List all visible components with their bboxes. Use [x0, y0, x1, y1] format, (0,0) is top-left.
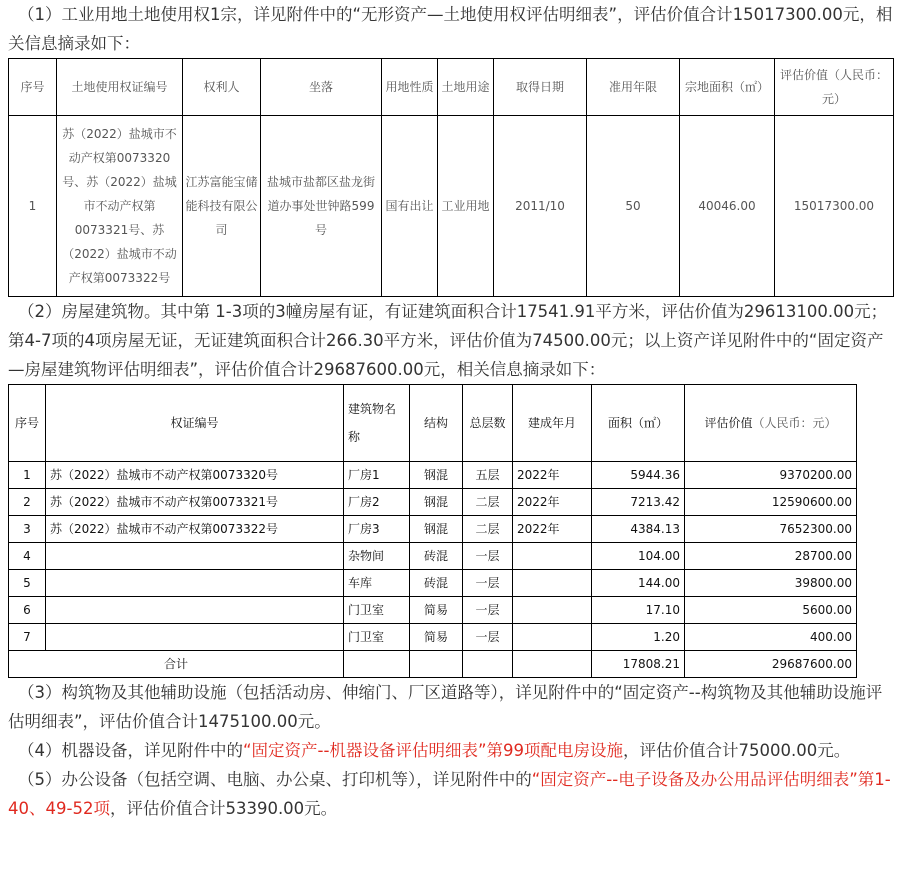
cell-name: 车库	[344, 570, 410, 597]
table-row	[9, 489, 857, 516]
cell-area: 1.20	[592, 624, 685, 651]
cell-area: 40046.00	[680, 116, 775, 297]
cell-structure: 简易	[410, 624, 463, 651]
header-cell: 结构	[410, 385, 463, 462]
table-row	[9, 597, 857, 624]
cell-name: 门卫室	[344, 597, 410, 624]
cell-no: 3	[9, 516, 46, 543]
cell-name: 厂房3	[344, 516, 410, 543]
cell-area: 4384.13	[592, 516, 685, 543]
cell-area: 104.00	[592, 543, 685, 570]
cell-year	[513, 543, 592, 570]
cell-cert	[46, 543, 344, 570]
empty-cell	[410, 651, 463, 678]
cell-year	[513, 570, 592, 597]
header-cell: 土地用途	[438, 59, 494, 116]
cell-value: 12590600.00	[685, 489, 857, 516]
cell-value: 15017300.00	[775, 116, 894, 297]
header-cell: 评估价值（人民币：元）	[775, 59, 894, 116]
cell-owner: 江苏富能宝储能科技有限公司	[183, 116, 261, 297]
cell-floors: 一层	[463, 543, 513, 570]
paragraph-office	[0, 765, 903, 823]
cell-nature: 国有出让	[382, 116, 438, 297]
cell-structure: 钢混	[410, 489, 463, 516]
table-body	[9, 462, 857, 651]
cell-cert: 苏（2022）盐城市不动产权第0073320号、苏（2022）盐城市不动产权第0073321号、苏（2022）盐城市不动产权第0073322号	[57, 116, 183, 297]
paragraph-land: （1）工业用地土地使用权1宗，详见附件中的“无形资产—土地使用权评估明细表”，评估价值合计15017300.00元，相关信息摘录如下：	[8, 5, 893, 53]
table-row	[9, 543, 857, 570]
text-post: ，评估价值合计53390.00元。	[109, 799, 338, 818]
cell-year: 2022年	[513, 516, 592, 543]
paragraph-buildings: （2）房屋建筑物。其中第 1-3项的3幢房屋有证，有证建筑面积合计17541.91平方米，评估价值为29613100.00元；第4-7项的4项房屋无证，无证建筑面积合计266.30平方米，评估价值为74500.00元；以上资产详见附件中的“固定资产—房屋建筑物评估明细表”，评估价值合计29687600.00元，相关信息摘录如下：	[8, 302, 888, 379]
cell-years: 50	[587, 116, 680, 297]
cell-date: 2011/10	[494, 116, 587, 297]
table-row	[9, 516, 857, 543]
header-cell: 权证编号	[46, 385, 344, 462]
cell-structure: 钢混	[410, 462, 463, 489]
cell-area: 144.00	[592, 570, 685, 597]
header-cell: 取得日期	[494, 59, 587, 116]
table-header-row	[9, 385, 857, 462]
table-row	[9, 570, 857, 597]
cell-cert	[46, 624, 344, 651]
cell-year	[513, 597, 592, 624]
buildings-table	[8, 384, 857, 678]
table-row	[9, 462, 857, 489]
total-row	[9, 651, 857, 678]
cell-floors: 一层	[463, 597, 513, 624]
header-cell	[685, 385, 857, 462]
empty-cell	[463, 651, 513, 678]
cell-no: 7	[9, 624, 46, 651]
header-cell: 权利人	[183, 59, 261, 116]
cell-value: 5600.00	[685, 597, 857, 624]
cell-value: 9370200.00	[685, 462, 857, 489]
cell-structure: 钢混	[410, 516, 463, 543]
total-label: 合计	[9, 651, 344, 678]
total-value: 29687600.00	[685, 651, 857, 678]
text-highlight: “固定资产--电子设备及办公用品评估明细表”第1-40、49-52项	[8, 770, 891, 818]
cell-value: 28700.00	[685, 543, 857, 570]
cell-no: 1	[9, 116, 57, 297]
cell-value: 400.00	[685, 624, 857, 651]
header-cell: 宗地面积（㎡）	[680, 59, 775, 116]
value-unit: （人民币：元）	[752, 416, 837, 430]
cell-floors: 二层	[463, 516, 513, 543]
cell-area: 5944.36	[592, 462, 685, 489]
header-cell: 总层数	[463, 385, 513, 462]
header-cell: 建筑物名称	[344, 385, 410, 462]
paragraph-machinery	[0, 736, 903, 765]
header-cell: 坐落	[261, 59, 382, 116]
header-cell: 用地性质	[382, 59, 438, 116]
text-pre: （4）机器设备，详见附件中的	[18, 741, 243, 760]
cell-name: 厂房2	[344, 489, 410, 516]
cell-floors: 五层	[463, 462, 513, 489]
cell-no: 1	[9, 462, 46, 489]
text-pre: （5）办公设备（包括空调、电脑、办公桌、打印机等），详见附件中的	[18, 770, 532, 789]
value-header: 评估价值	[704, 416, 753, 430]
cell-value: 39800.00	[685, 570, 857, 597]
cell-no: 6	[9, 597, 46, 624]
cell-no: 5	[9, 570, 46, 597]
paragraph-structures: （3）构筑物及其他辅助设施（包括活动房、伸缩门、厂区道路等），详见附件中的“固定资产--构筑物及其他辅助设施评估明细表”，评估价值合计1475100.00元。	[8, 683, 883, 731]
cell-value: 7652300.00	[685, 516, 857, 543]
cell-cert: 苏（2022）盐城市不动产权第0073320号	[46, 462, 344, 489]
cell-name: 门卫室	[344, 624, 410, 651]
cell-floors: 一层	[463, 570, 513, 597]
empty-cell	[344, 651, 410, 678]
cell-cert	[46, 597, 344, 624]
cell-year: 2022年	[513, 489, 592, 516]
cell-name: 杂物间	[344, 543, 410, 570]
cell-no: 2	[9, 489, 46, 516]
cell-location: 盐城市盐都区盐龙街道办事处世钟路599号	[261, 116, 382, 297]
header-cell: 准用年限	[587, 59, 680, 116]
cell-structure: 砖混	[410, 543, 463, 570]
cell-structure: 简易	[410, 597, 463, 624]
header-cell: 面积（㎡）	[592, 385, 685, 462]
cell-year	[513, 624, 592, 651]
empty-cell	[513, 651, 592, 678]
table-row	[9, 624, 857, 651]
table-header-row	[9, 59, 894, 116]
cell-area: 7213.42	[592, 489, 685, 516]
cell-cert: 苏（2022）盐城市不动产权第0073321号	[46, 489, 344, 516]
cell-floors: 二层	[463, 489, 513, 516]
text-post: ，评估价值合计75000.00元。	[623, 741, 851, 760]
cell-cert: 苏（2022）盐城市不动产权第0073322号	[46, 516, 344, 543]
cell-no: 4	[9, 543, 46, 570]
table-row	[9, 116, 894, 297]
header-cell: 序号	[9, 59, 57, 116]
header-cell: 土地使用权证编号	[57, 59, 183, 116]
cell-area: 17.10	[592, 597, 685, 624]
header-cell: 建成年月	[513, 385, 592, 462]
cell-use: 工业用地	[438, 116, 494, 297]
cell-name: 厂房1	[344, 462, 410, 489]
total-area: 17808.21	[592, 651, 685, 678]
text-highlight: “固定资产--机器设备评估明细表”第99项配电房设施	[243, 741, 623, 760]
cell-structure: 砖混	[410, 570, 463, 597]
land-use-rights-table	[8, 58, 894, 297]
cell-cert	[46, 570, 344, 597]
header-cell: 序号	[9, 385, 46, 462]
cell-year: 2022年	[513, 462, 592, 489]
cell-floors: 一层	[463, 624, 513, 651]
